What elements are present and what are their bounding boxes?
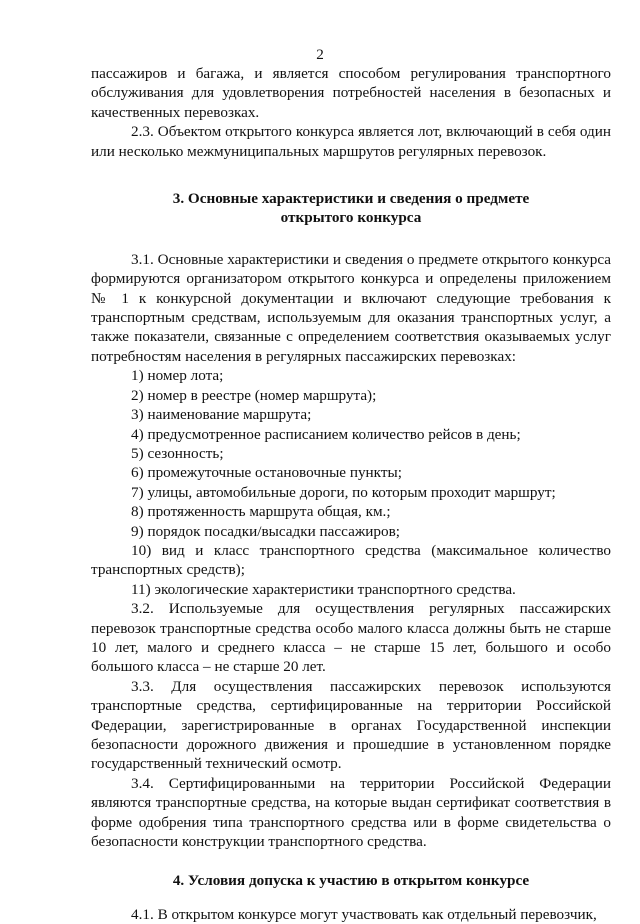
list-item: 11) экологические характеристики транспортного средства. bbox=[131, 580, 516, 598]
paragraph-2-3: 2.3. Объектом открытого конкурса является лот, включающий в себя один или несколько межмуниципальных маршрутов регулярных перевозок. bbox=[91, 123, 611, 160]
list-item: 6) промежуточные остановочные пункты; bbox=[131, 464, 402, 482]
list-item: 2) номер в реестре (номер маршрута); bbox=[131, 386, 377, 404]
section-4-heading: 4. Условия допуска к участию в открытом конкурсе bbox=[172, 872, 530, 890]
list-item: 9) порядок посадки/высадки пассажиров; bbox=[131, 522, 401, 540]
list-item: 4) предусмотренное расписанием количество рейсов в день; bbox=[131, 425, 521, 443]
paragraph-continuation: пассажиров и багажа, и является способом регулирования транспортного обслуживания для удовлетворения потребностей населения в безопасных и качественных перевозках. bbox=[91, 65, 611, 121]
list-item: 1) номер лота; bbox=[131, 367, 224, 385]
list-item: 5) сезонность; bbox=[131, 444, 224, 462]
page-number: 2 bbox=[316, 46, 324, 63]
paragraph-3-2: 3.2. Используемые для осуществления регулярных пассажирских перевозок транспортные средства особо малого класса должны быть не старше 10 лет, малого и среднего класса – не старше 15 лет, большого и особо большого класса – не старше 20 лет. bbox=[91, 600, 611, 676]
list-item: 3) наименование маршрута; bbox=[131, 406, 312, 424]
paragraph-3-3: 3.3. Для осуществления пассажирских перевозок используются транспортные средства, сертифицированные на территории Российской Федерации, зарегистрированные в органах Государственной инспекции безопасности дорожного движения и прошедшие в установленном порядке государственный технический осмотр. bbox=[91, 677, 611, 773]
list-item: 10) вид и класс транспортного средства (максимальное количество транспортных средств); bbox=[91, 541, 611, 579]
section-3-heading-line-1: 3. Основные характеристики и сведения о предмете bbox=[172, 190, 530, 208]
document-body bbox=[91, 64, 611, 924]
characteristics-list bbox=[91, 366, 611, 599]
paragraph-4-1: 4.1. В открытом конкурсе могут участвовать как отдельный перевозчик, bbox=[131, 905, 597, 923]
section-3-heading bbox=[91, 189, 611, 228]
paragraph-3-1: 3.1. Основные характеристики и сведения о предмете открытого конкурса формируются организатором открытого конкурса и определены приложением № 1 к конкурсной документации и включают следующие требования к транспортным средствам, используемым для оказания транспортных услуг, а также показатели, связанные с определением соответствия оказываемых услуг потребностям населения в регулярных пассажирских перевозках: bbox=[91, 250, 611, 365]
list-item: 7) улицы, автомобильные дороги, по которым проходит маршрут; bbox=[131, 483, 556, 501]
section-3-heading-line-2: открытого конкурса bbox=[280, 209, 422, 227]
paragraph-3-4: 3.4. Сертифицированными на территории Российской Федерации являются транспортные средства, на которые выдан сертификат соответствия в форме одобрения типа транспортного средства или в форме свидетельства о безопасности конструкции транспортного средства. bbox=[91, 774, 611, 851]
list-item: 8) протяженность маршрута общая, км.; bbox=[131, 503, 391, 521]
